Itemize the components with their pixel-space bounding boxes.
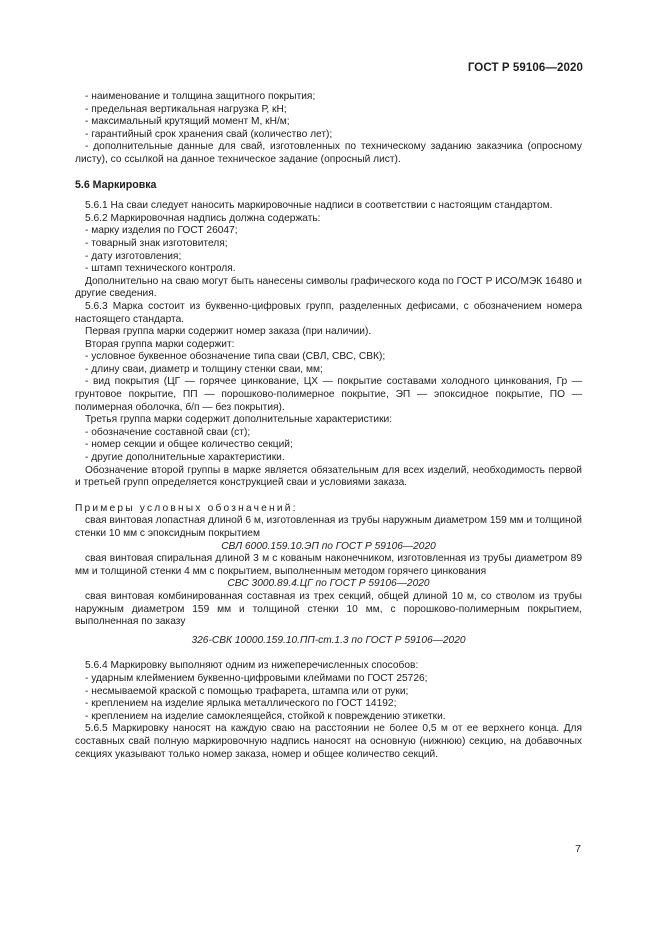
list-item: - марку изделия по ГОСТ 26047;	[85, 225, 238, 237]
list-item: - товарный знак изготовителя;	[85, 237, 228, 249]
list-item: - креплением на изделие самоклеящейся, стойкой к повреждению этикетки.	[85, 710, 446, 722]
list-item: - наименование и толщина защитного покрытия;	[85, 91, 316, 102]
page-content	[75, 91, 582, 761]
group-1-text: Первая группа марки содержит номер заказа (при наличии).	[85, 326, 372, 338]
example-text: свая винтовая спиральная длиной 3 м с кованым наконечником, изготовленная из трубы диаметром 89 мм и толщиной стенки 4 мм с покрытием, выполненным методом горячего цинкования	[75, 553, 582, 577]
list-item: - дополнительные данные для свай, изготовленных по техническому заданию заказчика (опросному листу), со ссылкой на данное техническое задание (опросный лист).	[75, 141, 582, 165]
list-item: - условное буквенное обозначение типа сваи (СВЛ, СВС, СВК);	[85, 351, 386, 363]
list-item: - дату изготовления;	[85, 250, 182, 262]
list-item: - гарантийный срок хранения свай (количество лет);	[85, 128, 333, 140]
example-code: 326-СВК 10000.159.10.ПП-ст.1.3 по ГОСТ Р 59106—2020	[191, 634, 466, 646]
clause-5-6-3: 5.6.3 Марка состоит из буквенно-цифровых групп, разделенных дефисами, с обозначением номера настоящего стандарта.	[75, 300, 582, 325]
clause-5-6-2: 5.6.2 Маркировочная надпись должна содержать:	[85, 212, 321, 224]
list-item: - ударным клеймением буквенно-цифровыми клеймами по ГОСТ 25726;	[85, 672, 428, 684]
list-item: - максимальный крутящий момент М, кН/м;	[85, 116, 290, 128]
list-item: - обозначение составной сваи (ст);	[85, 426, 251, 438]
list-item: - длину сваи, диаметр и толщину стенки сваи, мм;	[85, 363, 323, 375]
list-item: - другие дополнительные характеристики.	[85, 452, 285, 464]
examples-heading: Примеры условных обозначений:	[75, 502, 298, 514]
list-item: - номер секции и общее количество секций;	[85, 439, 293, 451]
section-title: 5.6 Маркировка	[75, 178, 157, 191]
list-item: - креплением на изделие ярлыка металлического по ГОСТ 14192;	[85, 698, 397, 710]
example-text: свая винтовая комбинированная составная из трех секций, общей длиной 10 м, со стволом из трубы наружным диаметром 159 мм и толщиной стенки 10 мм, с порошково-полимерным покрытием, выполненная по заказу	[75, 590, 582, 628]
clause-5-6-4: 5.6.4 Маркировку выполняют одним из нижеперечисленных способов:	[85, 660, 419, 672]
clause-5-6-1: 5.6.1 На сваи следует наносить маркировочные надписи в соответствии с настоящим стандартом.	[85, 200, 553, 212]
list-item: - вид покрытия (ЦГ — горячее цинкование, ЦХ — покрытие составами холодного цинкования, Гр — грунтовое покрытие, ПП — порошково-полимерное покрытие, ЭП — эпоксидное покрытие, ПО — полимерная оболочка, б/п — без покрытия).	[75, 376, 582, 413]
list-item: - предельная вертикальная нагрузка Р, кН;	[85, 103, 287, 115]
page-number: 7	[575, 843, 581, 855]
list-item: - несмываемой краской с помощью трафарета, штампа или от руки;	[85, 685, 409, 697]
example-text: свая винтовая лопастная длиной 6 м, изготовленная из трубы наружным диаметром 159 мм и толщиной стенки 10 мм с эпоксидным покрытием	[75, 515, 582, 539]
group-3-intro: Третья группа марки содержит дополнительные характеристики:	[85, 414, 393, 426]
standard-header: ГОСТ Р 59106—2020	[467, 62, 583, 74]
group-2-intro: Вторая группа марки содержит:	[85, 338, 235, 350]
clause-5-6-5: 5.6.5 Маркировку наносят на каждую сваю на расстоянии не более 0,5 м от ее верхнего конца. Для составных свай полную маркировочную надпись наносят на основную (нижнюю) секцию, на добавочных секциях указывают только номер заказа, номер и общее количество секций.	[75, 723, 582, 760]
clause-5-6-2-extra: Дополнительно на сваю могут быть нанесены символы графического кода по ГОСТ Р ИСО/МЭК 16480 и другие сведения.	[75, 275, 582, 300]
mandatory-note: Обозначение второй группы в марке является обязательным для всех изделий, необходимость первой и третьей групп определяется конструкцией сваи и условиями заказа.	[75, 464, 582, 489]
example-code: СВЛ 6000.159.10.ЭП по ГОСТ Р 59106—2020	[221, 540, 436, 552]
list-item: - штамп технического контроля.	[85, 263, 236, 275]
example-code: СВС 3000.89.4.ЦГ по ГОСТ Р 59106—2020	[227, 578, 430, 590]
